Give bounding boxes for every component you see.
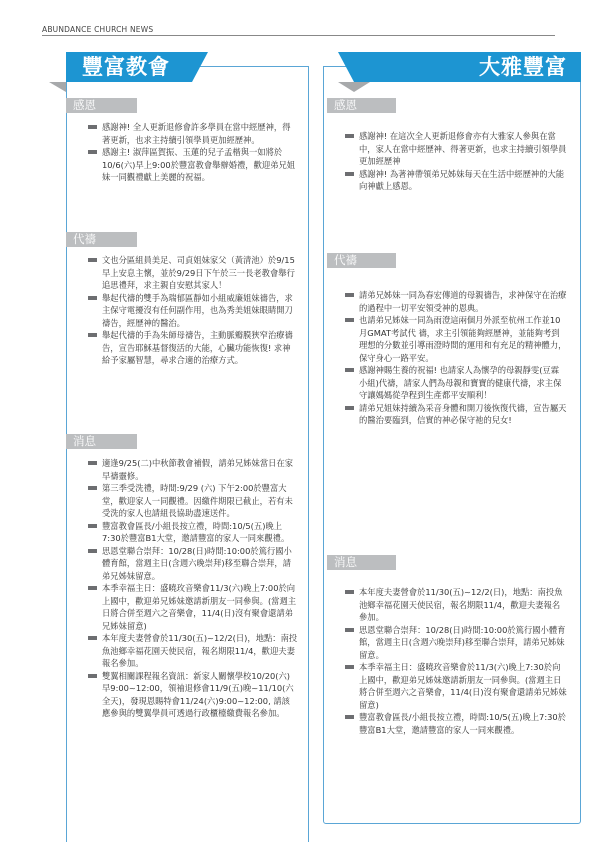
list-item: 請弟兄姊妹一同為春宏傳道的母親禱告，求神保守在治療的過程中一切平安領受神的恩典。 bbox=[345, 289, 567, 314]
newsletter-header: ABUNDANCE CHURCH NEWS bbox=[42, 25, 154, 34]
list-item: 適逢9/25(二)中秋節教會補假，請弟兄姊妹當日在家早禱靈修。 bbox=[88, 457, 298, 482]
right-banner-fold-inner bbox=[354, 82, 370, 92]
list-item: 舉起代禱的雙手為瑞郁區靜如小組威廉姐妹禱告，求主保守電擾沒有任何副作用，也為秀美姐妹眼睛開刀禱告，經歷神的醫治。 bbox=[88, 292, 298, 330]
left-news-list bbox=[88, 457, 298, 720]
list-item: 本季幸福主日：盛曉玫音樂會11/3(六)晚上7:00於向上國中，歡迎弟兄姊妹邀請新朋友一同參與。(當週主日將合併至週六之音樂會，11/4(日)沒有聚會還請弟兄姊妹留意) bbox=[88, 582, 298, 632]
list-item: 本年度夫妻營會於11/30(五)~12/2(日)，地點：南投魚池鄉幸福花園天使民宿，報名期限11/4，歡迎夫妻報名參加。 bbox=[345, 586, 567, 624]
left-prayer-list bbox=[88, 254, 298, 367]
right-thanks-list bbox=[345, 130, 567, 193]
left-banner-fold bbox=[49, 82, 66, 92]
list-item: 豐富教會區長/小組長按立禮，時間:10/5(五)晚上7:30於豐富B1大堂，邀請豐富的家人一同來觀禮。 bbox=[345, 711, 567, 736]
list-item: 也請弟兄姊妹一同為雨澄這兩個月外派至杭州工作並10月GMAT考試代 禱，求主引領能夠經歷神，並能夠考到理想的分數並引導雨澄時間的運用和有充足的精神體力，保守身心一路平安。 bbox=[345, 314, 567, 364]
list-item: 雙翼相關課程報名資訊：新家人關懷學校10/20(六)早9:00~12:00，領袖退修會11/9(五)晚~11/10(六全天)，發現恩賜特會11/24(六)9:00~12:00, 請該應參與的雙翼學員可透過行政櫃檯繳費報名參加。 bbox=[88, 670, 298, 720]
list-item: 感謝神! 全人更新退修會許多學員在當中經歷神，得著更新，也求主持續引領學員更加經歷神。 bbox=[88, 121, 298, 146]
right-news-list bbox=[345, 586, 567, 736]
left-section-news-title: 消息 bbox=[66, 434, 137, 449]
list-item: 本年度夫妻營會於11/30(五)~12/2(日)，地點：南投魚池鄉幸福花園天使民宿，報名期限11/4，歡迎夫妻報名參加。 bbox=[88, 632, 298, 670]
left-column-title: 豐富教會 bbox=[66, 52, 192, 82]
right-banner-fold bbox=[338, 82, 354, 92]
list-item: 文也分區組員美足、司貞姐妹家父（黃清池）於9/15早上安息主懷，並於9/29日下午於三一長老教會舉行追思禮拜，求主親自安慰其家人！ bbox=[88, 254, 298, 292]
list-item: 思恩堂聯合崇拜：10/28(日)時間:10:00於篤行國小體育館，當週主日(含週六晚崇拜)移至聯合崇拜，請弟兄姊妹留意。 bbox=[345, 624, 567, 662]
right-prayer-list bbox=[345, 289, 567, 427]
list-item: 感謝神! 在這次全人更新退修會亦有大雅家人參與在當中，家人在當中經歷神、得著更新，也求主持續引領學員更加經歷神 bbox=[345, 130, 567, 168]
list-item: 請弟兄姐妹持續為采音身體和開刀後恢復代禱，宣告屬天的醫治要臨到，信實的神必保守祂的兒女! bbox=[345, 402, 567, 427]
list-item: 感謝主! 淑萍區賀振、玉蓮的兒子孟楷與一如將於10/6(六)早上9:00於豐富教會舉辦婚禮，歡迎弟兄姐妹一同觀禮獻上美麗的祝福。 bbox=[88, 146, 298, 184]
list-item: 第三季受洗禮，時間:9/29 (六) 下午2:00於豐富大堂，歡迎家人一同觀禮。因繳件期限已截止，若有未受洗的家人也請組長協助盡速送件。 bbox=[88, 482, 298, 520]
list-item: 思恩堂聯合崇拜：10/28(日)時間:10:00於篤行國小體育館，當週主日(含週六晚崇拜)移至聯合崇拜，請弟兄姊妹留意。 bbox=[88, 545, 298, 583]
list-item: 舉起代禱的手為朱師母禱告，主動脈瓣膜狹窄治療禱告，宣告耶穌基督復活的大能，心臟功能恢復! 求神給予家屬智慧，尋求合適的治療方式。 bbox=[88, 329, 298, 367]
list-item: 感謝神賜生養的祝福! 也請家人為懷孕的母親靜雯(豆霖小組)代禱，請家人們為母親和寶寶的健康代禱，求主保守讓媽媽從孕程到生產都平安順利！ bbox=[345, 364, 567, 402]
right-section-thanks-title: 感恩 bbox=[327, 98, 396, 113]
list-item: 感謝神! 為著神帶領弟兄姊妹每天在生活中經歷神的大能向神獻上感恩。 bbox=[345, 168, 567, 193]
list-item: 豐富教會區長/小組長按立禮，時間:10/5(五)晚上7:30於豐富B1大堂，邀請豐富的家人一同來觀禮。 bbox=[88, 520, 298, 545]
right-section-news-title: 消息 bbox=[327, 555, 396, 570]
header-divider bbox=[42, 35, 555, 36]
left-thanks-list bbox=[88, 121, 298, 184]
list-item: 本季幸福主日：盛曉玫音樂會於11/3(六)晚上7:30於向上國中，歡迎弟兄姊妹邀請新朋友一同參與。(當週主日將合併至週六之音樂會，11/4(日)沒有聚會還請弟兄姊妹留意) bbox=[345, 661, 567, 711]
right-column-title: 大雅豐富 bbox=[354, 52, 581, 82]
left-section-thanks-title: 感恩 bbox=[66, 98, 137, 113]
right-section-prayer-title: 代禱 bbox=[327, 253, 396, 268]
left-section-prayer-title: 代禱 bbox=[66, 232, 137, 247]
